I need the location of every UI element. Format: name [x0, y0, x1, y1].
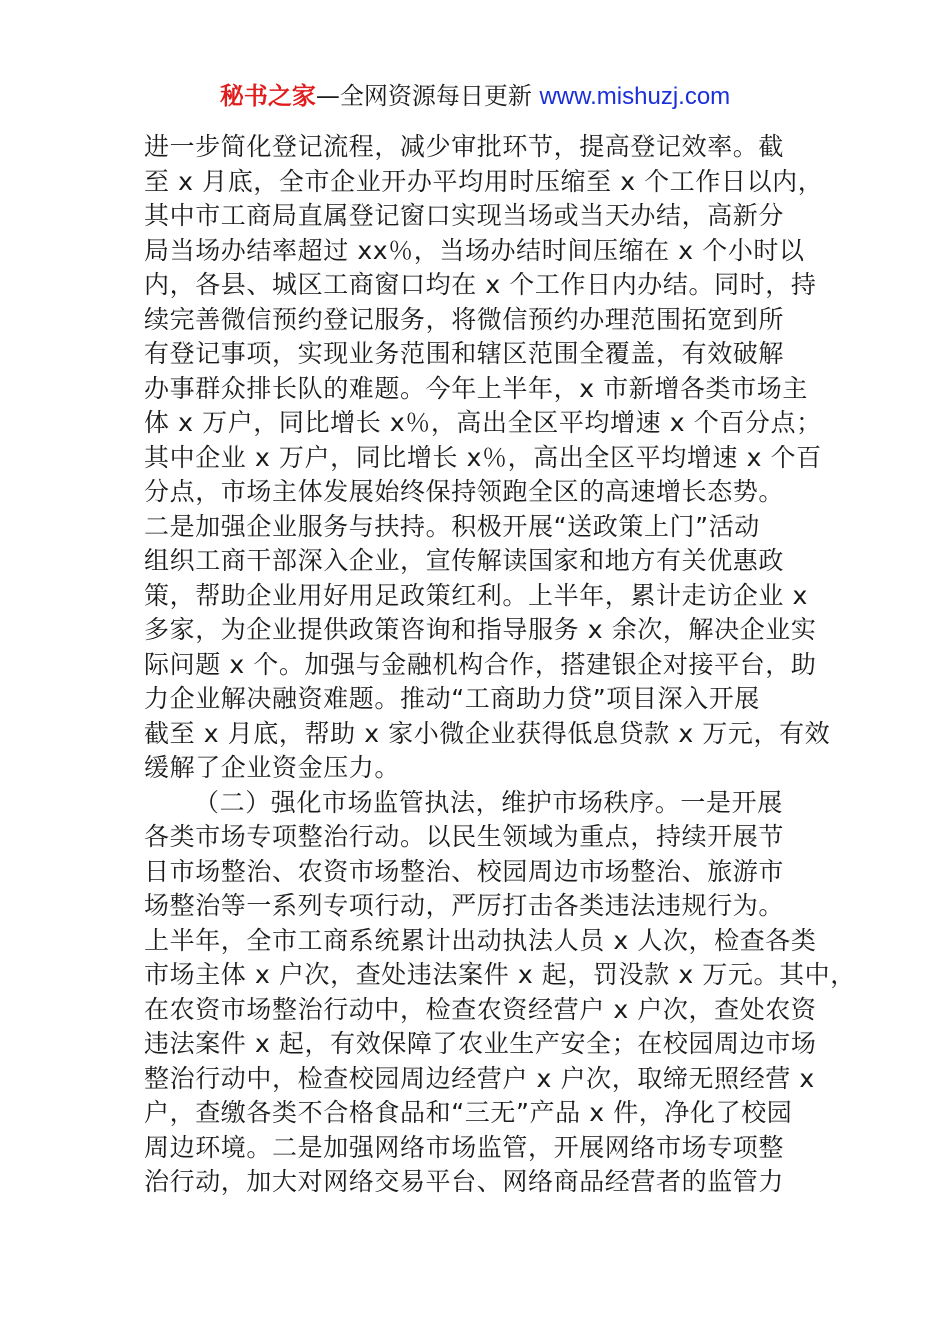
- text-line: 缓解了企业资金压力。: [144, 753, 401, 782]
- text-line: 分点，市场主体发展始终保持领跑全区的高速增长态势。: [144, 477, 785, 506]
- text-line: 户，查缴各类不合格食品和“三无”产品 x 件，净化了校园: [144, 1098, 793, 1127]
- section-heading-line: （二）强化市场监管执法，维护市场秩序。一是开展: [194, 787, 783, 817]
- site-header: [0, 80, 950, 113]
- text-line: 体 x 万户，同比增长 x％，高出全区平均增速 x 个百分点；: [144, 408, 822, 437]
- text-line: 整治行动中，检查校园周边经营户 x 户次，取缔无照经营 x: [144, 1063, 815, 1093]
- text-line: 场整治等一系列专项行动，严厉打击各类违法违规行为。: [144, 891, 785, 920]
- text-line: 违法案件 x 起，有效保障了农业生产安全；在校园周边市场: [144, 1029, 817, 1058]
- text-line: 其中市工商局直属登记窗口实现当场或当天办结，高新分: [144, 201, 785, 230]
- text-line: 周边环境。二是加强网络市场监管，开展网络市场专项整: [144, 1132, 785, 1162]
- text-line: 际问题 x 个。加强与金融机构合作，搭建银企对接平台，助: [144, 649, 817, 679]
- text-line: 有登记事项，实现业务范围和辖区范围全覆盖，有效破解: [144, 339, 785, 368]
- text-line: 局当场办结率超过 xx％，当场办结时间压缩在 x 个小时以: [144, 235, 805, 265]
- text-line: 各类市场专项整治行动。以民生领域为重点，持续开展节: [144, 822, 785, 851]
- text-line: 至 x 月底，全市企业开办平均用时压缩至 x 个工作日以内，: [144, 166, 824, 196]
- text-line: 上半年，全市工商系统累计出动执法人员 x 人次，检查各类: [144, 925, 817, 955]
- text-line: 续完善微信预约登记服务，将微信预约办理范围拓宽到所: [144, 304, 785, 334]
- text-line: 进一步简化登记流程，减少审批环节，提高登记效率。截: [144, 132, 785, 161]
- text-line: 日市场整治、农资市场整治、校园周边市场整治、旅游市: [144, 856, 785, 886]
- text-line: 其中企业 x 万户，同比增长 x％，高出全区平均增速 x 个百: [144, 442, 822, 472]
- site-tagline: —全网资源每日更新: [315, 82, 540, 110]
- text-line: 治行动，加大对网络交易平台、网络商品经营者的监管力: [144, 1167, 785, 1196]
- text-line: 截至 x 月底，帮助 x 家小微企业获得低息贷款 x 万元，有效: [144, 718, 831, 748]
- text-line: 力企业解决融资难题。推动“工商助力贷”项目深入开展: [144, 684, 760, 713]
- document-body: [144, 130, 856, 1200]
- text-line: 组织工商干部深入企业，宣传解读国家和地方有关优惠政: [144, 546, 785, 575]
- text-line: 办事群众排长队的难题。今年上半年，x 市新增各类市场主: [144, 373, 808, 403]
- text-line: 在农资市场整治行动中，检查农资经营户 x 户次，查处农资: [144, 994, 817, 1024]
- text-line: 策，帮助企业用好用足政策红利。上半年，累计走访企业 x: [144, 580, 808, 610]
- text-line: 内，各县、城区工商窗口均在 x 个工作日内办结。同时，持: [144, 270, 817, 299]
- text-line: 多家，为企业提供政策咨询和指导服务 x 余次，解决企业实: [144, 615, 817, 644]
- text-line: 二是加强企业服务与扶持。积极开展“送政策上门”活动: [144, 511, 760, 541]
- text-line: 市场主体 x 户次，查处违法案件 x 起，罚没款 x 万元。其中，: [144, 960, 856, 989]
- site-brand: 秘书之家: [219, 82, 316, 110]
- site-url-link[interactable]: www.mishuzj.com: [539, 83, 731, 110]
